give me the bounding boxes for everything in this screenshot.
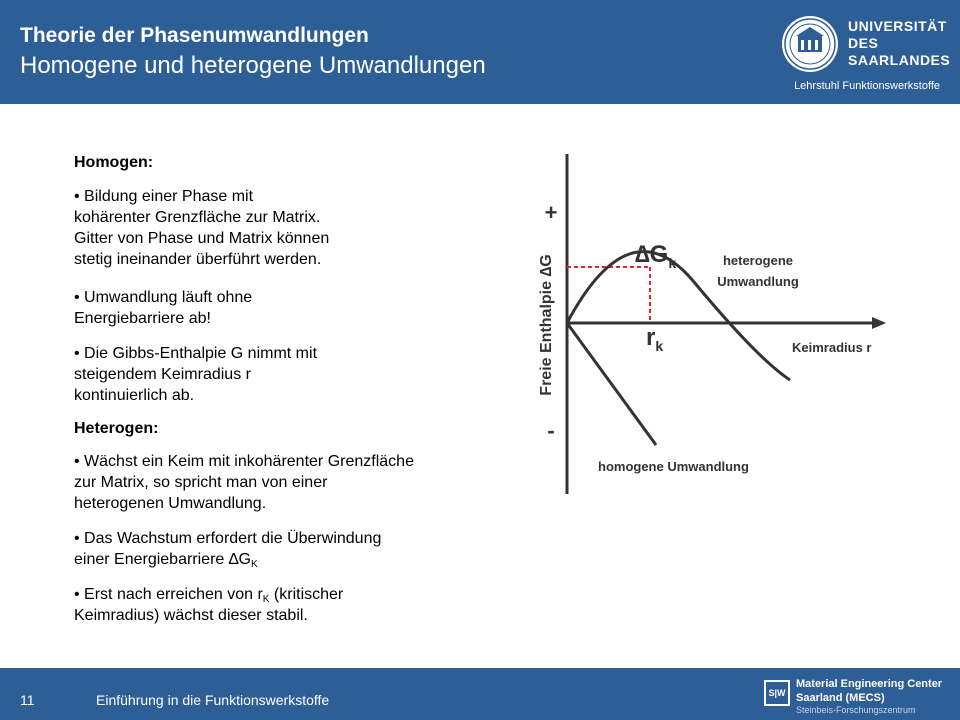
heterogen-label-2: Umwandlung <box>717 274 799 289</box>
footer-bar <box>0 668 960 720</box>
page-number: 11 <box>20 692 35 708</box>
rk-label: $r_k$ <box>646 324 664 354</box>
text-fragment: • Erst nach erreichen von r <box>74 586 263 603</box>
mecs-line-3: Steinbeis-Forschungszentrum <box>796 705 916 715</box>
text-line: Gitter von Phase und Matrix können <box>74 230 330 247</box>
text-fragment: einer Energiebarriere ∆G <box>74 551 251 568</box>
text-line: kontinuierlich ab. <box>74 387 195 404</box>
enthalpy-diagram <box>520 140 940 510</box>
text-line <box>74 584 484 605</box>
homogen-label: homogene Umwandlung <box>598 459 749 474</box>
university-name <box>848 18 950 69</box>
heterogen-label-1: heterogene <box>722 253 794 268</box>
plus-label: + <box>544 200 558 225</box>
heterogen-bullet-3 <box>74 584 484 626</box>
steinbeis-mark-icon: S|W <box>764 680 790 706</box>
heterogen-curve <box>567 252 790 380</box>
homogen-bullet-1 <box>74 186 484 270</box>
text-line: heterogenen Umwandlung. <box>74 495 267 512</box>
heterogen-heading: Heterogen: <box>74 420 159 437</box>
chair-name: Lehrstuhl Funktionswerkstoffe <box>794 80 940 92</box>
mecs-line-1: Material Engineering Center <box>796 678 943 690</box>
subscript: K <box>262 594 270 605</box>
page-subtitle: Homogene und heterogene Umwandlungen <box>20 52 486 79</box>
x-axis-arrow-icon <box>872 317 886 329</box>
text-line: kohärenter Grenzfläche zur Matrix. <box>74 209 321 226</box>
text-line: • Die Gibbs-Enthalpie G nimmt mit <box>74 345 318 362</box>
text-line: stetig ineinander überführt werden. <box>74 251 322 268</box>
university-line-2: DES <box>848 35 879 51</box>
page-title: Theorie der Phasenumwandlungen <box>20 24 369 47</box>
subscript: K <box>250 559 258 570</box>
mecs-logo <box>762 674 952 716</box>
course-title: Einführung in die Funktionswerkstoffe <box>96 692 330 708</box>
text-line: Energiebarriere ab! <box>74 310 211 327</box>
heterogen-bullet-1 <box>74 451 484 514</box>
text-line: • Wächst ein Keim mit inkohärenter Grenzfläche <box>74 453 414 470</box>
text-line: zur Matrix, so spricht man von einer <box>74 474 328 491</box>
mecs-line-2: Saarland (MECS) <box>796 692 885 704</box>
text-fragment: (kritischer <box>269 586 344 603</box>
minus-label: - <box>547 418 555 443</box>
header-bar <box>0 0 960 104</box>
text-line: • Umwandlung läuft ohne <box>74 289 253 306</box>
text-line: steigendem Keimradius r <box>74 366 251 383</box>
university-line-1: UNIVERSITÄT <box>848 18 947 34</box>
homogen-heading: Homogen: <box>74 154 154 171</box>
university-line-3: SAARLANDES <box>848 52 951 68</box>
heterogen-bullet-2 <box>74 528 484 570</box>
text-line: • Das Wachstum erfordert die Überwindung <box>74 530 382 547</box>
y-axis-label: Freie Enthalpie ∆G <box>538 254 555 396</box>
homogen-bullet-3 <box>74 343 484 406</box>
text-line: Keimradius) wächst dieser stabil. <box>74 607 308 624</box>
x-axis-label: Keimradius r <box>792 340 872 355</box>
delta-g-label: $\Delta G_k$ <box>635 241 677 271</box>
homogen-curve <box>567 323 656 445</box>
university-seal-icon <box>782 16 838 72</box>
text-line <box>74 549 484 570</box>
homogen-bullet-2 <box>74 287 484 329</box>
university-logo <box>782 16 952 72</box>
text-line: • Bildung einer Phase mit <box>74 188 254 205</box>
